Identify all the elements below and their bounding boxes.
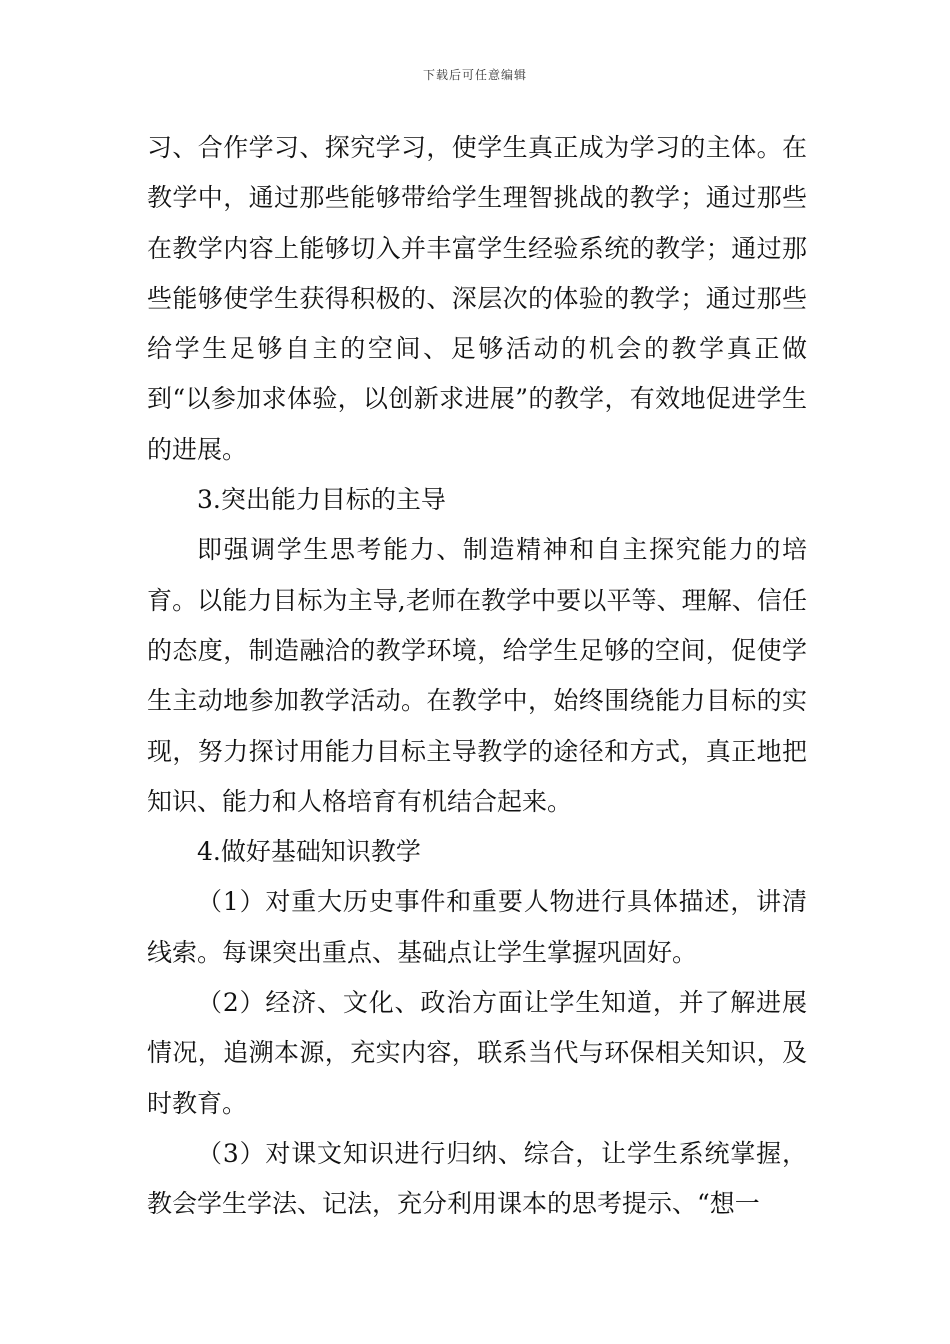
- body-text: [147, 123, 807, 1230]
- section-heading-4: 4.做好基础知识教学: [197, 837, 421, 867]
- paragraph-ability-goals: 即强调学生思考能力、制造精神和自主探究能力的培育。以能力目标为主导,老师在教学中要以平等、理解、信任的态度，制造融洽的教学环境，给学生足够的空间，促使学生主动地参加教学活动。在教学中，始终围绕能力目标的实现，努力探讨用能力目标主导教学的途径和方式，真正地把知识、能力和人格培育有机结合起来。: [147, 535, 807, 816]
- list-item-3: （3）对课文知识进行归纳、综合，让学生系统掌握，教会学生学法、记法，充分利用课本的思考提示、“想一: [147, 1138, 807, 1219]
- paragraph-continued: 习、合作学习、探究学习，使学生真正成为学习的主体。在教学中，通过那些能够带给学生理智挑战的教学；通过那些在教学内容上能够切入并丰富学生经验系统的教学；通过那些能够使学生获得积极的、深层次的体验的教学；通过那些给学生足够自主的空间、足够活动的机会的教学真正做到“以参加求体验，以创新求进展”的教学，有效地促进学生的进展。: [147, 133, 807, 464]
- page-header: 下载后可任意编辑: [422, 68, 527, 82]
- list-item-2: （2）经济、文化、政治方面让学生知道，并了解进展情况，追溯本源，充实内容，联系当代与环保相关知识，及时教育。: [147, 988, 807, 1118]
- section-heading-3: 3.突出能力目标的主导: [197, 485, 446, 515]
- list-item-1: （1）对重大历史事件和重要人物进行具体描述，讲清线索。每课突出重点、基础点让学生掌握巩固好。: [147, 887, 807, 967]
